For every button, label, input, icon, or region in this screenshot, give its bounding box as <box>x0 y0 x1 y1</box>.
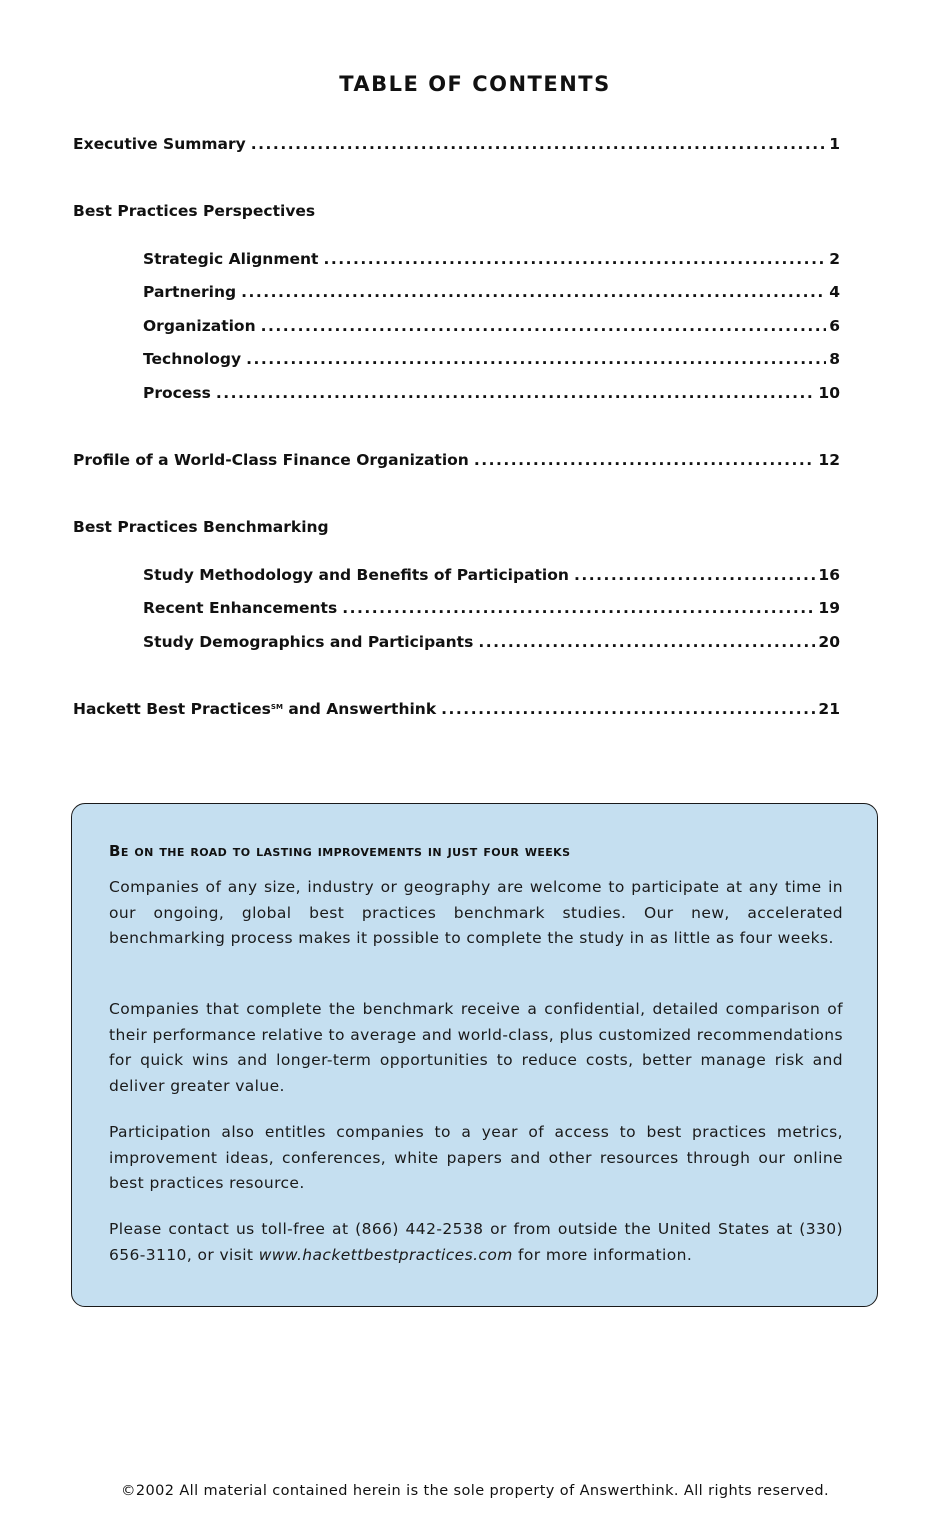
dot-leader <box>251 133 826 155</box>
toc-entry-label: Study Methodology and Benefits of Participation <box>143 566 569 584</box>
toc-entry-page: 21 <box>818 700 840 718</box>
toc-entry-page: 20 <box>818 633 840 651</box>
toc-entry-page: 1 <box>829 135 840 153</box>
dot-leader <box>261 315 827 337</box>
toc-entry-label: Strategic Alignment <box>143 250 319 268</box>
toc-entry-page: 10 <box>818 384 840 402</box>
dot-leader <box>216 382 816 404</box>
toc-entry-label: Organization <box>143 317 256 335</box>
dot-leader <box>241 281 826 303</box>
toc-entry-label: Executive Summary <box>73 135 246 153</box>
toc-entry-label <box>73 698 436 720</box>
toc-section-benchmarking: Best Practices Benchmarking <box>73 518 329 536</box>
callout-heading: Be on the road to lasting improvements in just four weeks <box>109 842 571 860</box>
toc-entry-study-demographics[interactable] <box>143 631 840 653</box>
toc-entry-organization[interactable] <box>143 315 840 337</box>
dot-leader <box>574 564 815 586</box>
toc-entry-label: Process <box>143 384 211 402</box>
toc-entry-strategic-alignment[interactable] <box>143 248 840 270</box>
service-mark: SM <box>270 703 283 711</box>
toc-entry-recent-enhancements[interactable] <box>143 597 840 619</box>
toc-entry-technology[interactable] <box>143 348 840 370</box>
toc-entry-page: 12 <box>818 451 840 469</box>
toc-entry-executive-summary[interactable] <box>73 133 840 155</box>
dot-leader <box>478 631 815 653</box>
copyright-footer: ©2002 All material contained herein is the sole property of Answerthink. All rights reserved. <box>120 1483 830 1499</box>
dot-leader <box>246 348 826 370</box>
page-title: TABLE OF CONTENTS <box>339 72 611 96</box>
toc-entry-label: Technology <box>143 350 242 368</box>
toc-entry-process[interactable] <box>143 382 840 404</box>
contact-text-tail: for more information. <box>512 1245 693 1264</box>
toc-entry-page: 2 <box>829 250 840 268</box>
toc-entry-label: Partnering <box>143 283 237 301</box>
callout-contact-paragraph <box>109 1217 843 1268</box>
dot-leader <box>474 449 816 471</box>
toc-entry-partnering[interactable] <box>143 281 840 303</box>
toc-entry-label: Profile of a World-Class Finance Organization <box>73 451 469 469</box>
dot-leader <box>323 248 826 270</box>
toc-section-perspectives: Best Practices Perspectives <box>73 202 316 220</box>
toc-entry-label-main: Hackett Best Practices <box>73 700 271 718</box>
callout-box <box>71 803 878 1307</box>
toc-entry-label: Study Demographics and Participants <box>143 633 474 651</box>
website-link[interactable]: www.hackettbestpractices.com <box>258 1245 513 1264</box>
toc-entry-page: 8 <box>829 350 840 368</box>
toc-entry-page: 19 <box>818 599 840 617</box>
toc-entry-page: 6 <box>829 317 840 335</box>
toc-entry-label-tail: and Answerthink <box>282 700 437 718</box>
toc-entry-page: 4 <box>829 283 840 301</box>
toc-entry-hackett[interactable] <box>73 698 840 720</box>
callout-paragraph: Companies that complete the benchmark receive a confidential, detailed comparison of their performance relative to average and world-class, plus customized recommendations for quick wins and longer-term opportunities to reduce costs, better manage risk and deliver greater value. <box>109 1000 843 1095</box>
contact-text: Please contact us toll-free at (866) 442-2538 or from outside the United States at (330) 656-3110, or visit <box>109 1220 843 1264</box>
toc-entry-page: 16 <box>818 566 840 584</box>
callout-paragraph: Participation also entitles companies to a year of access to best practices metrics, improvement ideas, conferences, white papers and other resources through our online best practices resource. <box>109 1123 843 1192</box>
dot-leader <box>441 698 815 720</box>
toc-entry-study-methodology[interactable] <box>143 564 840 586</box>
callout-paragraph: Companies of any size, industry or geography are welcome to participate at any time in our ongoing, global best practices benchmark studies. Our new, accelerated benchmarking process makes it possible to complete the study in as little as four weeks. <box>109 878 843 947</box>
toc-entry-label: Recent Enhancements <box>143 599 338 617</box>
toc-entry-profile[interactable] <box>73 449 840 471</box>
dot-leader <box>342 597 815 619</box>
